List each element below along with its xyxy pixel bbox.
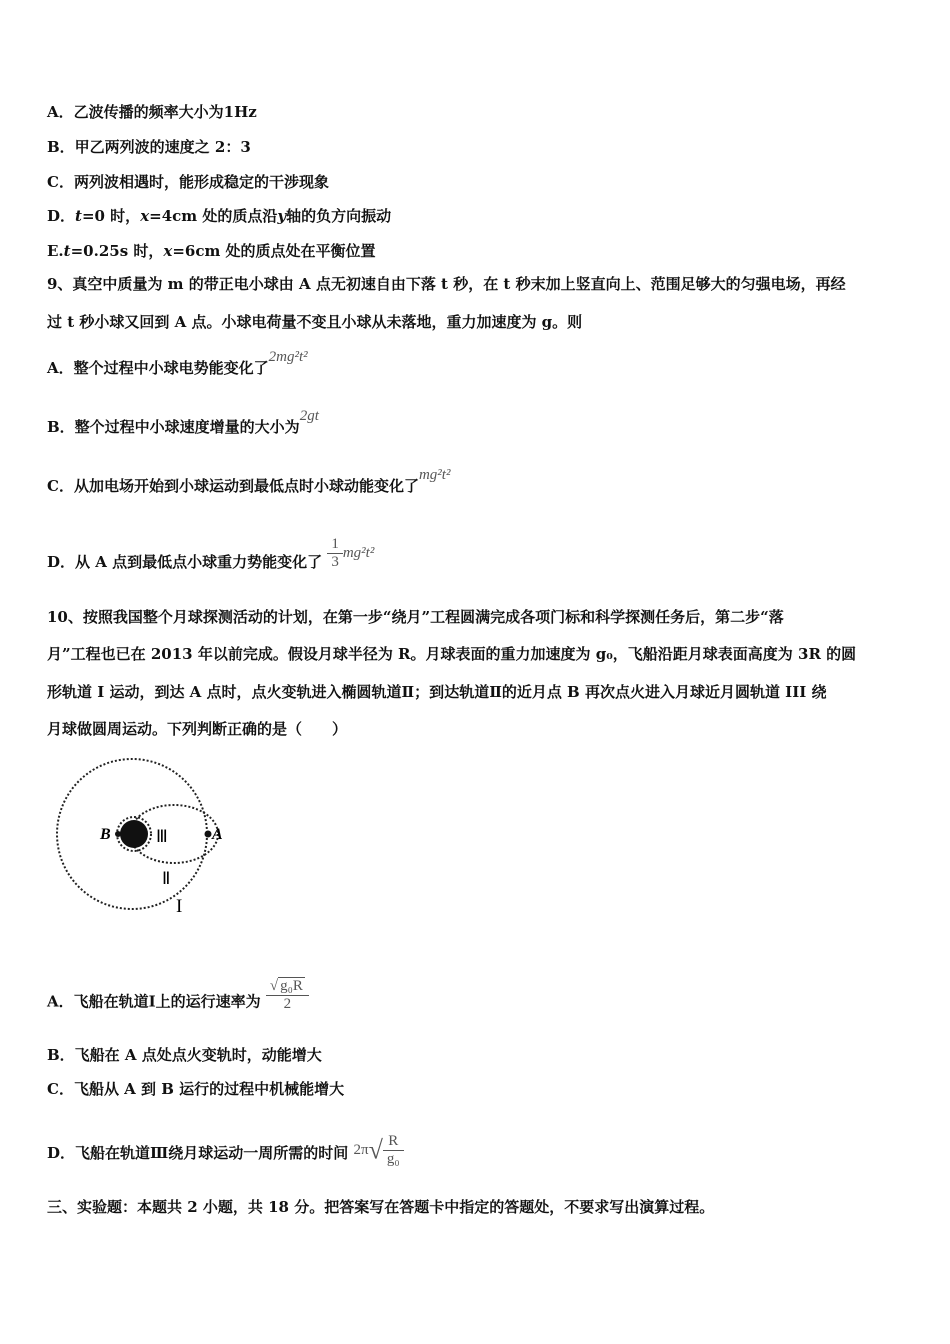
label-i: I <box>176 896 183 917</box>
q10-stem-line3: 形轨道 I 运动，到达 A 点时，点火变轨进入椭圆轨道Ⅱ；到达轨道Ⅱ的近月点 B 再次点火进入月球近月圆轨道 III 绕 <box>47 683 827 701</box>
q9-option-d: D．从 A 点到最低点小球重力势能变化了 $\frac{1}{3}$ mg²t² <box>47 536 375 571</box>
q10-option-d-math: 2π√ $\frac{R}{\text{g₀}}$ <box>354 1142 404 1158</box>
label-ii: Ⅱ <box>162 869 171 888</box>
q8-option-a: A．乙波传播的频率大小为1Hz <box>47 103 257 121</box>
q8-option-c: C．两列波相遇时，能形成稳定的干涉现象 <box>47 173 329 191</box>
label-b: B <box>100 826 111 843</box>
q8-option-e: E.t=0.25s 时，x=6cm 处的质点处在平衡位置 <box>47 242 376 260</box>
moon <box>120 820 148 848</box>
label-a: A <box>212 826 223 843</box>
label-iii: Ⅲ <box>156 827 168 846</box>
orbit-diagram <box>50 756 225 918</box>
q9-option-d-math: $\frac{1}{3}$ mg²t² <box>327 545 374 561</box>
q9-option-a-math: 2mg²t² <box>268 349 308 365</box>
q10-option-a-math: $\frac{\text{√ g₀R}}{2}$ <box>266 986 309 1002</box>
q8-option-b: B．甲乙两列波的速度之 2：3 <box>47 138 251 156</box>
q9-option-c-math: mg²t² <box>418 467 451 483</box>
point-b <box>115 831 121 837</box>
q10-option-a: A．飞船在轨道Ⅰ上的运行速率为 $\frac{\text{√ g₀R}}{2}$ <box>47 985 309 1021</box>
q9-option-a: A．整个过程中小球电势能变化了2mg²t² <box>47 349 308 377</box>
q10-stem-line4: 月球做圆周运动。下列判断正确的是（ ） <box>47 720 348 738</box>
q9-stem-line2: 过 t 秒小球又回到 A 点。小球电荷量不变且小球从未落地，重力加速度为 g。则 <box>47 313 583 331</box>
section-3-heading: 三、实验题：本题共 2 小题，共 18 分。把答案写在答题卡中指定的答题处，不要求写出演算过程。 <box>47 1198 715 1216</box>
q10-stem-line1: 10、按照我国整个月球探测活动的计划，在第一步“绕月”工程圆满完成各项门标和科学探测任务后，第二步“落 <box>47 608 784 626</box>
q8-option-d: D．t=0 时，x=4cm 处的质点沿y轴的负方向振动 <box>47 207 392 225</box>
q10-option-b: B．飞船在 A 点处点火变轨时，动能增大 <box>47 1046 322 1064</box>
point-a <box>205 831 212 838</box>
q9-option-b-math: 2gt <box>299 408 319 424</box>
q10-option-c: C．飞船从 A 到 B 运行的过程中机械能增大 <box>47 1080 345 1098</box>
q9-option-c: C．从加电场开始到小球运动到最低点时小球动能变化了mg²t² <box>47 467 451 495</box>
q10-option-d: D．飞船在轨道Ⅲ绕月球运动一周所需的时间 2π√ $\frac{R}{\text{g₀}}$ <box>47 1137 404 1172</box>
q10-stem-line2: 月”工程也已在 2013 年以前完成。假设月球半径为 R。月球表面的重力加速度为 g₀，飞船沿距月球表面高度为 3R 的圆 <box>47 645 857 663</box>
q9-option-b: B．整个过程中小球速度增量的大小为2gt <box>47 408 319 436</box>
q9-stem-line1: 9、真空中质量为 m 的带正电小球由 A 点无初速自由下落 t 秒，在 t 秒末加上竖直向上、范围足够大的匀强电场，再经 <box>47 275 846 293</box>
